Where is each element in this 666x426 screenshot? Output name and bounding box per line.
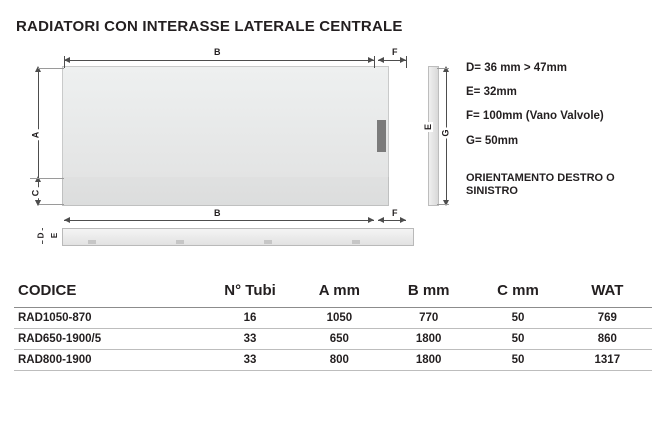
dim-arrow-a-top bbox=[35, 66, 41, 72]
dim-label-f-top: F bbox=[392, 47, 398, 57]
dim-label-d: D bbox=[36, 232, 46, 239]
cell-a: 650 bbox=[295, 329, 384, 350]
cell-tubi: 33 bbox=[205, 329, 294, 350]
legend-f: F= 100mm (Vano Valvole) bbox=[466, 110, 604, 123]
ext-line-g-bottom bbox=[437, 204, 449, 205]
cell-tubi: 33 bbox=[205, 350, 294, 371]
cell-c: 50 bbox=[473, 350, 562, 371]
ext-line-g-top bbox=[437, 68, 449, 69]
table-row bbox=[14, 308, 652, 329]
cell-c: 50 bbox=[473, 329, 562, 350]
cell-tubi: 16 bbox=[205, 308, 294, 329]
cell-codice: RAD650-1900/5 bbox=[14, 329, 205, 350]
dim-arrow-c-bottom bbox=[35, 200, 41, 206]
th-c: C mm bbox=[473, 278, 562, 308]
legend-e: E= 32mm bbox=[466, 86, 517, 99]
plan-tick bbox=[352, 240, 360, 244]
specs-table bbox=[14, 278, 652, 371]
th-wat: WAT bbox=[563, 278, 652, 308]
valve-block bbox=[377, 120, 386, 152]
cell-wat: 769 bbox=[563, 308, 652, 329]
dim-arrow-f2-right bbox=[400, 217, 406, 223]
dim-label-g: G bbox=[440, 129, 451, 137]
cell-codice: RAD800-1900 bbox=[14, 350, 205, 371]
th-b: B mm bbox=[384, 278, 473, 308]
cell-codice: RAD1050-870 bbox=[14, 308, 205, 329]
th-a: A mm bbox=[295, 278, 384, 308]
ext-line-a-bottom bbox=[38, 204, 64, 205]
dim-label-f-bottom: F bbox=[392, 208, 398, 218]
ext-line-a-top bbox=[38, 68, 64, 69]
th-codice: CODICE bbox=[14, 278, 205, 308]
table-row bbox=[14, 350, 652, 371]
page-title: RADIATORI CON INTERASSE LATERALE CENTRALE bbox=[16, 18, 403, 35]
th-tubi: N° Tubi bbox=[205, 278, 294, 308]
plan-tick bbox=[88, 240, 96, 244]
cell-wat: 860 bbox=[563, 329, 652, 350]
dim-arrow-f-left bbox=[378, 57, 384, 63]
legend bbox=[466, 62, 661, 208]
ext-line-b-right bbox=[374, 56, 375, 68]
dim-arrow-c-top bbox=[35, 176, 41, 182]
dim-line-b-top bbox=[64, 60, 374, 61]
dim-arrow-b2-left bbox=[64, 217, 70, 223]
plan-view-profile bbox=[62, 228, 414, 246]
plan-tick bbox=[264, 240, 272, 244]
dim-label-a: A bbox=[30, 131, 41, 139]
legend-orientation: ORIENTAMENTO DESTRO O SINISTRO bbox=[466, 171, 615, 197]
dim-arrow-g-bottom bbox=[443, 200, 449, 206]
dim-label-e: E bbox=[423, 123, 434, 131]
dim-label-b-bottom: B bbox=[214, 208, 221, 218]
plan-tick bbox=[176, 240, 184, 244]
legend-g: G= 50mm bbox=[466, 134, 519, 147]
dim-arrow-b2-right bbox=[368, 217, 374, 223]
ext-line-b-left bbox=[64, 56, 65, 68]
cell-a: 800 bbox=[295, 350, 384, 371]
dim-arrow-f2-left bbox=[378, 217, 384, 223]
radiator-panel-face bbox=[62, 66, 389, 177]
cell-b: 770 bbox=[384, 308, 473, 329]
table-header-row bbox=[14, 278, 652, 308]
ext-line-c bbox=[30, 178, 64, 179]
dim-arrow-g-top bbox=[443, 66, 449, 72]
cell-c: 50 bbox=[473, 308, 562, 329]
cell-b: 1800 bbox=[384, 329, 473, 350]
technical-drawing bbox=[0, 42, 460, 262]
dim-label-e-plan: E bbox=[50, 232, 60, 239]
dim-line-b-bottom bbox=[64, 220, 374, 221]
dim-label-c: C bbox=[30, 189, 41, 197]
side-profile-view bbox=[428, 66, 439, 206]
ext-line-f-right bbox=[406, 56, 407, 68]
cell-wat: 1317 bbox=[563, 350, 652, 371]
legend-d: D= 36 mm > 47mm bbox=[466, 62, 568, 74]
cell-a: 1050 bbox=[295, 308, 384, 329]
cell-b: 1800 bbox=[384, 350, 473, 371]
table-row bbox=[14, 329, 652, 350]
dim-label-b-top: B bbox=[214, 47, 221, 57]
